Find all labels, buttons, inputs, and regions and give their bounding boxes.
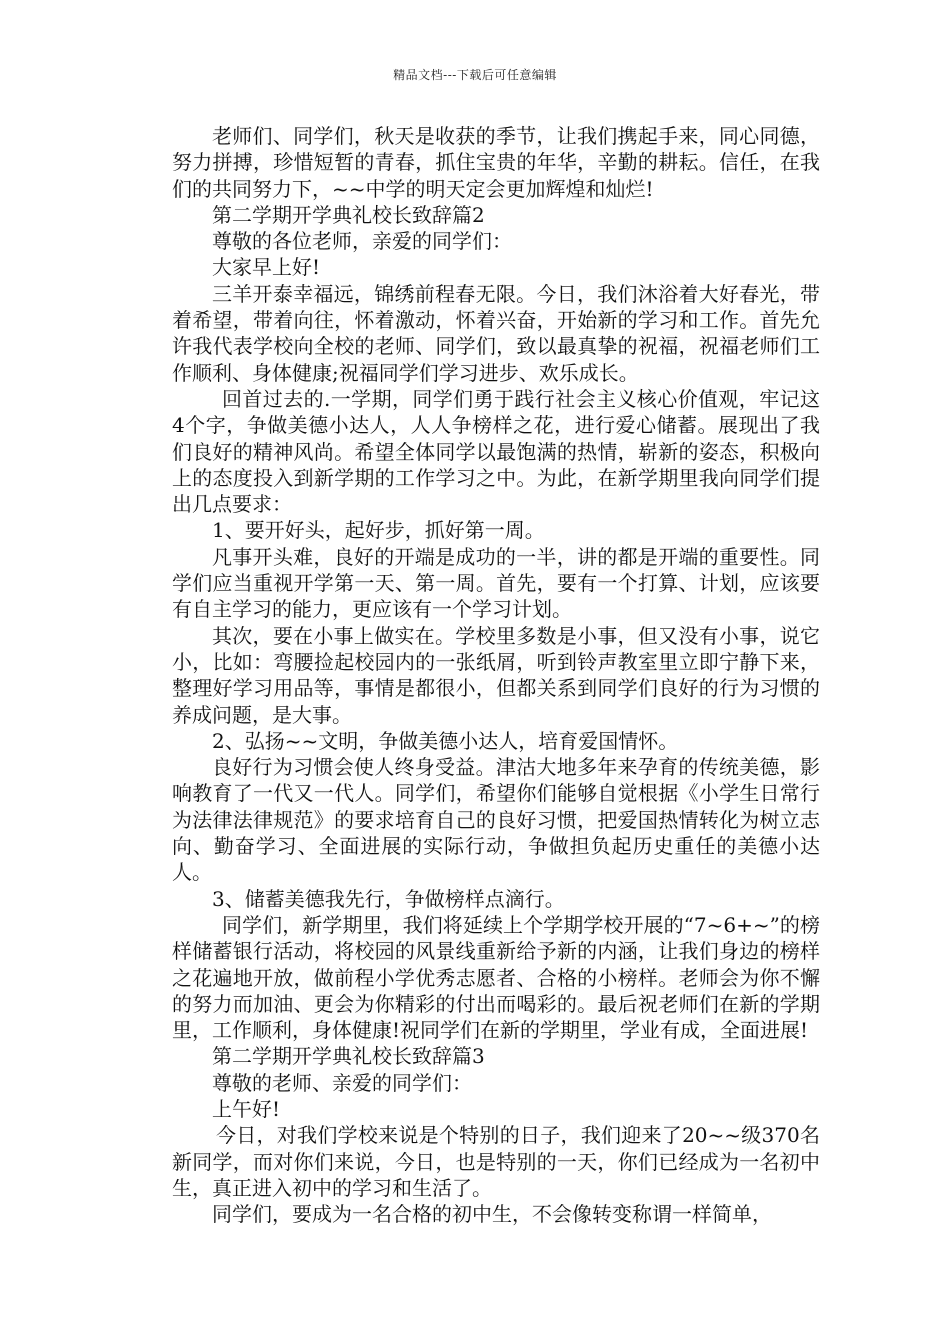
section-heading-2: 第二学期开学典礼校长致辞篇2 <box>212 202 485 227</box>
page-header: 精品文档---下载后可任意编辑 <box>393 68 557 82</box>
paragraph: 同学们，新学期里，我们将延续上个学期学校开展的“7~6+~”的榜样储蓄银行活动，将校园的风景线重新给予新的内涵，让我们身边的榜样之花遍地开放，做前程小学优秀志愿者、合格的小榜样。老师会为你不懈的努力而加油、更会为你精彩的付出而喝彩的。最后祝老师们在新的学期里，工作顺利，身体健康!祝同学们在新的学期里，学业有成，全面进展! <box>172 912 820 1043</box>
salutation: 尊敬的各位老师，亲爱的同学们： <box>212 229 512 254</box>
document-body <box>172 123 820 1227</box>
greeting: 上午好! <box>212 1096 281 1121</box>
paragraph: 今日，对我们学校来说是个特别的日子，我们迎来了20~~级370名新同学，而对你们来说，今日，也是特别的一天，你们已经成为一名初中生，真正进入初中的学习和生活了。 <box>172 1123 820 1200</box>
paragraph: 同学们，要成为一名合格的初中生，不会像转变称谓一样简单， <box>212 1202 772 1227</box>
list-item-heading: 3、储蓄美德我先行，争做榜样点滴行。 <box>212 886 565 911</box>
paragraph: 其次，要在小事上做实在。学校里多数是小事，但又没有小事，说它小，比如：弯腰捡起校园内的一张纸屑，听到铃声教室里立即宁静下来，整理好学习用品等，事情是都很小，但都关系到同学们良好的行为习惯的养成问题，是大事。 <box>172 623 820 727</box>
list-item-heading: 1、要开好头，起好步，抓好第一周。 <box>212 518 545 543</box>
paragraph: 凡事开头难，良好的开端是成功的一半，讲的都是开端的重要性。同学们应当重视开学第一天、第一周。首先，要有一个打算、计划，应该要有自主学习的能力，更应该有一个学习计划。 <box>172 544 820 622</box>
paragraph: 良好行为习惯会使人终身受益。津沽大地多年来孕育的传统美德，影响教育了一代又一代人。同学们，希望你们能够自觉根据《小学生日常行为法律法律规范》的要求培育自己的良好习惯，把爱国热情转化为树立志向、勤奋学习、全面进展的实际行动，争做担负起历史重任的美德小达人。 <box>172 755 820 885</box>
greeting: 大家早上好! <box>212 255 321 280</box>
list-item-heading: 2、弘扬~~文明，争做美德小达人，培育爱国情怀。 <box>212 728 679 753</box>
paragraph: 三羊开泰幸福远，锦绣前程春无限。今日，我们沐浴着大好春光，带着希望，带着向往，怀着激动，怀着兴奋，开始新的学习和工作。首先允许我代表学校向全校的老师、同学们，致以最真挚的祝福，祝福老师们工作顺利、身体健康;祝福同学们学习进步、欢乐成长。 <box>172 281 820 385</box>
salutation: 尊敬的老师、亲爱的同学们： <box>212 1070 472 1095</box>
section-heading-3: 第二学期开学典礼校长致辞篇3 <box>212 1044 485 1069</box>
paragraph-closing-remarks: 老师们、同学们，秋天是收获的季节，让我们携起手来，同心同德，努力拼搏，珍惜短暂的青春，抓住宝贵的年华，辛勤的耕耘。信任，在我们的共同努力下，~~中学的明天定会更加辉煌和灿烂! <box>172 124 820 201</box>
paragraph: 回首过去的.一学期，同学们勇于践行社会主义核心价值观，牢记这4个字，争做美德小达人，人人争榜样之花，进行爱心储蓄。展现出了我们良好的精神风尚。希望全体同学以最饱满的热情，崭新的姿态，积极向上的态度投入到新学期的工作学习之中。为此，在新学期里我向同学们提出几点要求： <box>172 386 820 517</box>
